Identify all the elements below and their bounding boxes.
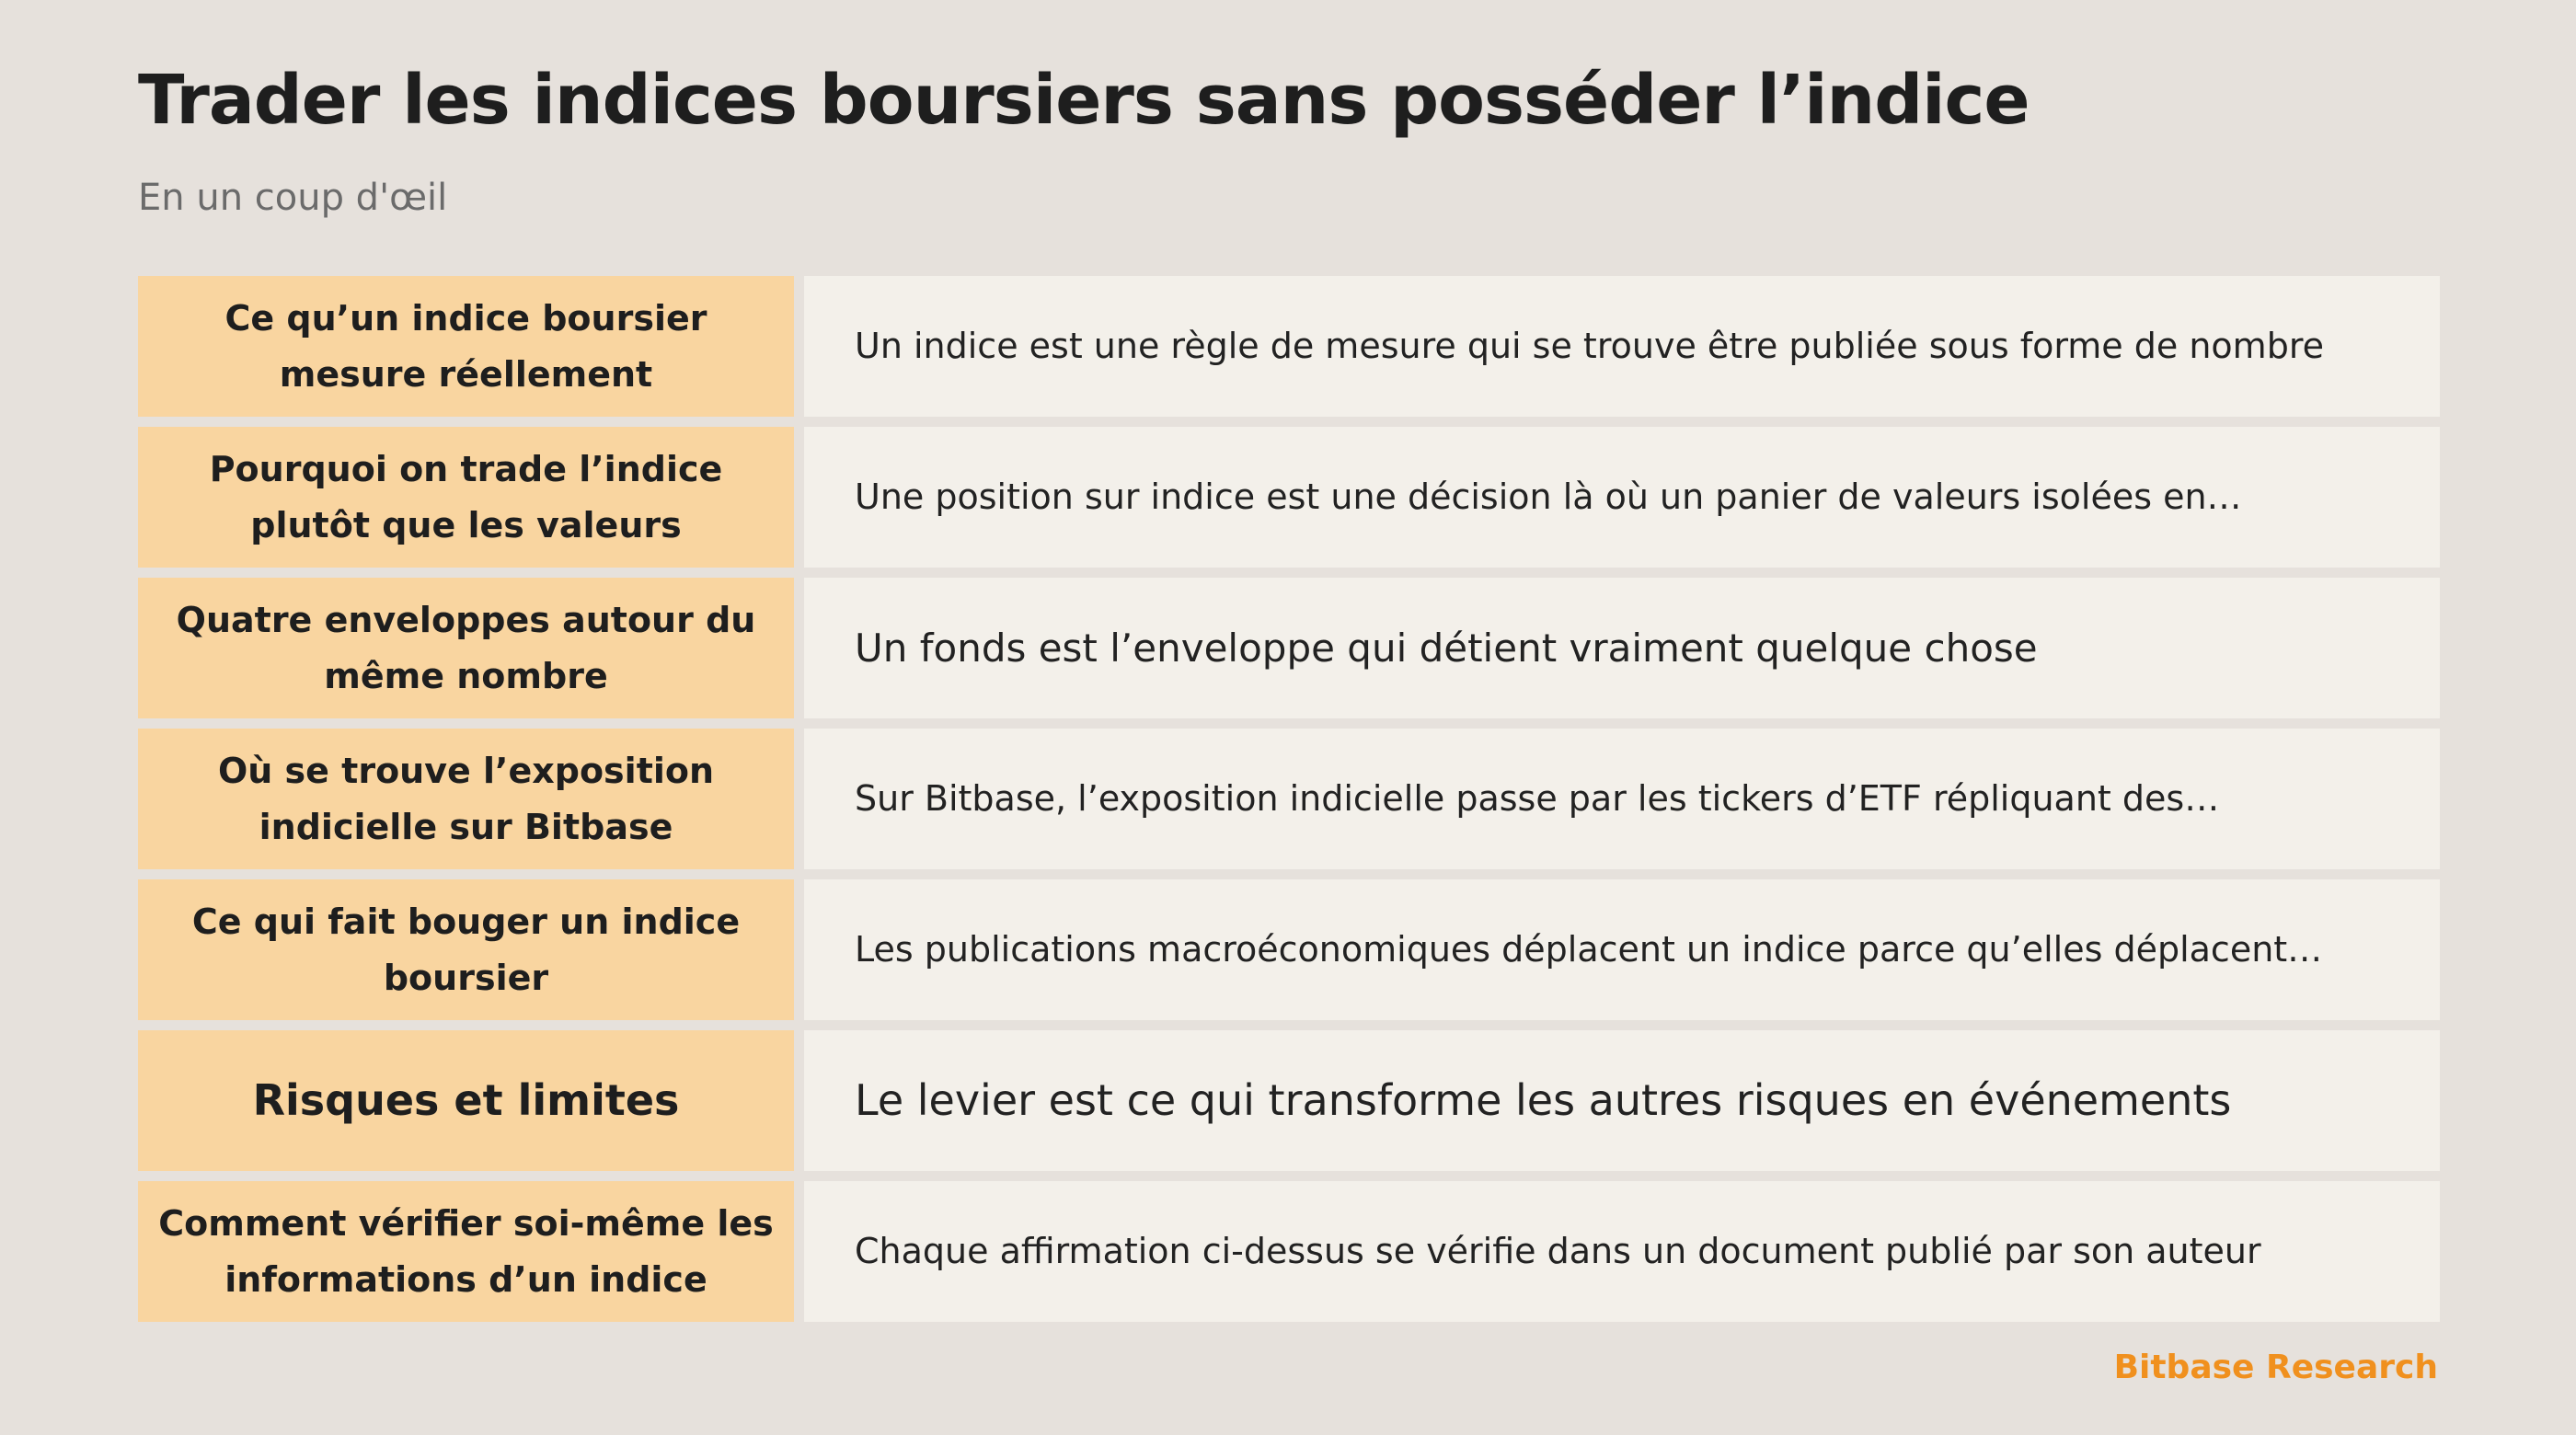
row-text: Un indice est une règle de mesure qui se trouve être publiée sous forme de nombre bbox=[804, 276, 2440, 417]
table-row bbox=[138, 1181, 2440, 1322]
row-text: Une position sur indice est une décision là où un panier de valeurs isolées en… bbox=[804, 427, 2440, 568]
page-subtitle: En un coup d'œil bbox=[138, 177, 448, 219]
table-row bbox=[138, 1030, 2440, 1171]
row-label: Ce qui fait bouger un indice boursier bbox=[138, 879, 794, 1020]
row-label: Ce qu’un indice boursier mesure réellement bbox=[138, 276, 794, 417]
row-label: Quatre enveloppes autour du même nombre bbox=[138, 578, 794, 718]
brand-footer: Bitbase Research bbox=[2113, 1349, 2438, 1386]
row-label: Où se trouve l’exposition indicielle sur Bitbase bbox=[138, 729, 794, 869]
row-label: Pourquoi on trade l’indice plutôt que les valeurs bbox=[138, 427, 794, 568]
row-text: Les publications macroéconomiques déplacent un indice parce qu’elles déplacent… bbox=[804, 879, 2440, 1020]
table-row bbox=[138, 729, 2440, 869]
table-row bbox=[138, 578, 2440, 718]
row-text: Sur Bitbase, l’exposition indicielle passe par les tickers d’ETF répliquant des… bbox=[804, 729, 2440, 869]
table-row bbox=[138, 879, 2440, 1020]
row-text: Un fonds est l’enveloppe qui détient vraiment quelque chose bbox=[804, 578, 2440, 718]
table-row bbox=[138, 427, 2440, 568]
row-text: Le levier est ce qui transforme les autres risques en événements bbox=[804, 1030, 2440, 1171]
page-title: Trader les indices boursiers sans posséder l’indice bbox=[138, 61, 2030, 140]
row-label: Risques et limites bbox=[138, 1030, 794, 1171]
table-row bbox=[138, 276, 2440, 417]
row-text: Chaque affirmation ci-dessus se vérifie dans un document publié par son auteur bbox=[804, 1181, 2440, 1322]
row-label: Comment vérifier soi-même les informations d’un indice bbox=[138, 1181, 794, 1322]
summary-table bbox=[138, 276, 2440, 1322]
